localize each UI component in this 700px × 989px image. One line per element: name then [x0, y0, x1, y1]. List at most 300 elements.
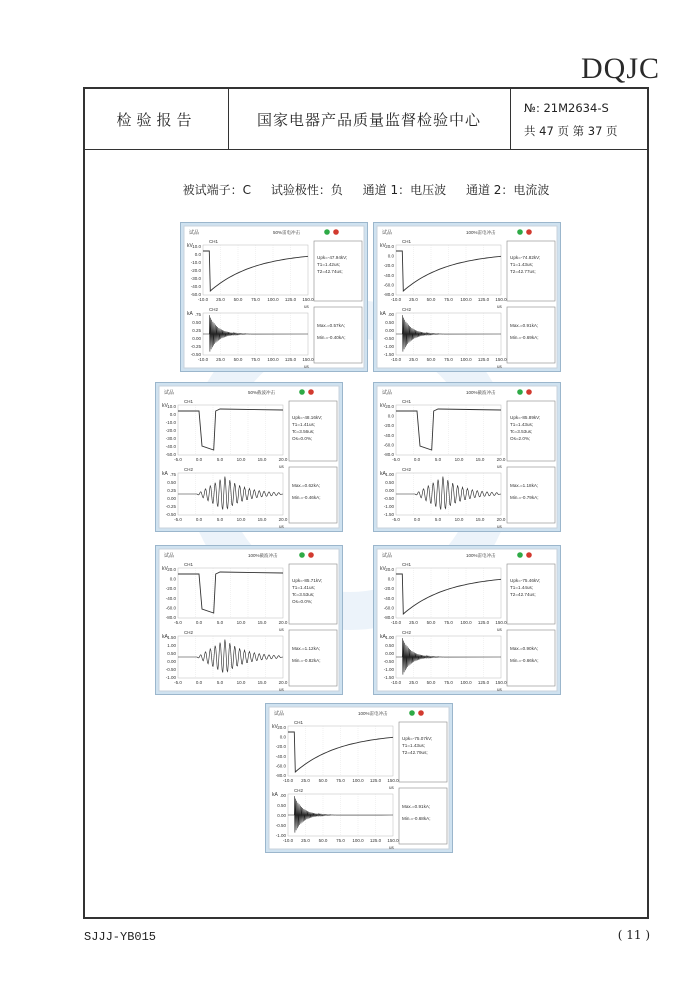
- oscillogram-panel: [373, 545, 561, 695]
- ch2-x-tick-label: 100.0: [460, 357, 472, 362]
- ch2-x-tick-label: 75.0: [336, 838, 345, 843]
- ch1-unit: kV: [162, 403, 168, 409]
- panel-mode: 50%雷电冲击: [273, 230, 301, 235]
- ch1-x-tick-label: 125.0: [284, 297, 297, 302]
- ch2-measurement: Max.=1.12kA;: [292, 646, 321, 651]
- ch1-tick-label: -20.0: [165, 586, 176, 592]
- ch1-measurement: Os=0.0%;: [292, 436, 313, 441]
- ch2-x-tick-label: 25.0: [216, 357, 225, 362]
- ch2-x-tick-label: 150.0: [495, 680, 507, 685]
- ch1-measurement: T1=1.43us;: [510, 262, 534, 267]
- ch1-tick-label: 0.0: [169, 412, 176, 417]
- ch1-tick-label: 20.0: [385, 244, 394, 249]
- ch2-tick-label: -1.00: [383, 504, 394, 509]
- ch2-x-tick-label: 75.0: [444, 680, 453, 685]
- ch1-label: CH1: [209, 239, 219, 244]
- ch2-label: CH2: [402, 467, 412, 472]
- report-header: [85, 89, 647, 150]
- ch2-label: CH2: [184, 467, 194, 472]
- ch1-x-tick-label: 10.0: [236, 620, 246, 625]
- ch2-tick-label: .00: [387, 312, 394, 317]
- ch2-unit: kA: [380, 634, 386, 640]
- ch1-tick-label: -60.0: [165, 605, 176, 611]
- ch1-x-tick-label: 25.0: [216, 297, 225, 302]
- ch2-x-tick-label: 25.0: [301, 838, 310, 843]
- report-number: №: 21M2634-S: [524, 101, 609, 115]
- status-green-icon: [299, 389, 305, 395]
- ch2-tick-label: 0.50: [385, 320, 394, 325]
- ch1-x-unit: us: [279, 627, 284, 632]
- oscillogram-svg: [374, 223, 560, 371]
- ch2-x-tick-label: 20.0: [278, 680, 288, 685]
- ch1-x-tick-label: 10.0: [454, 457, 464, 462]
- oscillogram-svg: [156, 383, 342, 531]
- ch2-tick-label: 0.50: [385, 643, 394, 648]
- ch2-label: CH2: [209, 307, 219, 312]
- ch2-x-tick-label: -10.0: [282, 838, 294, 843]
- ch2-tick-label: 0.25: [167, 488, 176, 493]
- ch1-x-tick-label: 50.0: [318, 778, 328, 783]
- ch2-tick-label: 0.50: [385, 480, 394, 485]
- panel-mode: 100%雷电冲击: [358, 711, 388, 716]
- status-red-icon: [308, 552, 314, 558]
- panel-title: 试品: [164, 553, 175, 559]
- ch2-x-tick-label: 15.0: [257, 680, 267, 685]
- report-meta: [510, 89, 647, 149]
- ch1-tick-label: -60.0: [383, 442, 394, 448]
- ch1-tick-label: -80.0: [383, 292, 394, 297]
- ch2-tick-label: -0.50: [383, 659, 394, 664]
- status-red-icon: [333, 229, 339, 235]
- ch2-x-tick-label: 150.0: [495, 357, 507, 362]
- ch1-x-tick-label: 15.0: [475, 457, 485, 462]
- ch2-tick-label: 0.00: [167, 496, 176, 501]
- ch2-x-tick-label: 15.0: [257, 517, 267, 522]
- oscillogram-svg: [374, 383, 560, 531]
- ch1-tick-label: -20.0: [383, 423, 394, 429]
- ch2-tick-label: 1.00: [385, 635, 394, 640]
- ch2-tick-label: 1.00: [167, 643, 176, 648]
- ch1-x-tick-label: 5.0: [434, 457, 442, 462]
- ch1-label: CH1: [402, 239, 412, 244]
- ch1-x-tick-label: 20.0: [496, 457, 506, 462]
- ch1-measurement: Upk=-75.46kV;: [510, 578, 541, 583]
- ch2-measurement: Max.=1.18kA;: [510, 483, 539, 488]
- ch1-x-tick-label: 25.0: [301, 778, 310, 783]
- ch2-tick-label: 1.50: [167, 635, 176, 640]
- panel-mode: 100%雷电冲击: [466, 230, 496, 235]
- ch1-tick-label: 0.0: [169, 576, 176, 582]
- status-green-icon: [517, 389, 523, 395]
- ch2-tick-label: -0.50: [165, 512, 176, 517]
- ch2-tick-label: -0.50: [165, 667, 176, 672]
- ch2-x-tick-label: -10.0: [390, 357, 402, 362]
- ch2-tick-label: -0.25: [190, 344, 201, 349]
- ch2-x-tick-label: 100.0: [352, 838, 364, 843]
- ch1-tick-label: -20.0: [383, 263, 394, 269]
- ch2-x-tick-label: 0.0: [195, 680, 203, 685]
- ch1-label: CH1: [184, 399, 194, 404]
- ch1-x-tick-label: 25.0: [409, 297, 418, 302]
- ch1-tick-label: -60.0: [383, 605, 394, 611]
- ch2-x-tick-label: -10.0: [197, 357, 209, 362]
- ch2-label: CH2: [402, 630, 412, 635]
- ch1-tick-label: 20.0: [385, 567, 394, 572]
- ch2-tick-label: 0.00: [385, 488, 394, 493]
- ch1-unit: kV: [272, 724, 278, 730]
- dqjc-logo: DQJC: [580, 52, 660, 85]
- ch2-unit: kA: [187, 311, 193, 317]
- ch1-x-tick-label: 125.0: [369, 778, 382, 783]
- ch1-tick-label: -80.0: [275, 773, 286, 778]
- ch1-x-tick-label: 25.0: [409, 620, 418, 625]
- ch1-tick-label: -20.0: [383, 586, 394, 592]
- ch1-x-tick-label: 15.0: [257, 620, 267, 625]
- ch2-measurement: Max.=0.91kA;: [402, 804, 431, 809]
- ch1-x-tick-label: -5.0: [174, 620, 182, 625]
- status-red-icon: [526, 229, 532, 235]
- ch2-x-tick-label: 50.0: [233, 357, 243, 362]
- ch1-tick-label: -10.0: [165, 420, 176, 425]
- ch1-tick-label: 20.0: [277, 725, 286, 730]
- ch2-x-tick-label: 125.0: [369, 838, 382, 843]
- ch2-unit: kA: [380, 471, 386, 477]
- ch1-tick-label: 20.0: [385, 404, 394, 409]
- ch1-measurement: Upk=-74.82kV;: [510, 255, 541, 260]
- ch2-measurement: Min.=-0.66kA;: [510, 658, 539, 663]
- ch1-x-unit: us: [497, 304, 502, 309]
- ch1-x-tick-label: 75.0: [444, 297, 453, 302]
- ch1-tick-label: -40.0: [165, 595, 176, 601]
- ch2-x-tick-label: 125.0: [477, 680, 490, 685]
- ch2-tick-label: 0.00: [277, 813, 286, 818]
- ch1-measurement: Upk=-75.07kV;: [402, 736, 433, 741]
- ch1-tick-label: 10.0: [192, 244, 201, 249]
- ch1-measurement: Tc=3.53us;: [292, 592, 315, 597]
- oscillogram-panel: [155, 545, 343, 695]
- ch1-x-tick-label: 100.0: [460, 297, 472, 302]
- ch2-measurement: Max.=0.62kA;: [292, 483, 321, 488]
- test-center-name: 国家电器产品质量监督检验中心: [228, 89, 511, 149]
- ch1-x-tick-label: 50.0: [426, 620, 436, 625]
- ch1-tick-label: -30.0: [165, 436, 176, 441]
- ch2-measurement: Min.=-0.82kA;: [292, 658, 321, 663]
- ch1-x-unit: us: [497, 627, 502, 632]
- ch2-measurement: Max.=0.57kA;: [317, 323, 346, 328]
- ch1-measurement: Os=0.0%;: [292, 599, 313, 604]
- ch2-x-tick-label: 0.0: [195, 517, 203, 522]
- ch2-x-tick-label: -5.0: [392, 517, 400, 522]
- ch2-x-unit: us: [389, 845, 394, 850]
- ch1-x-unit: us: [304, 304, 309, 309]
- ch2-label: CH2: [294, 788, 304, 793]
- ch1-x-tick-label: -10.0: [197, 297, 209, 302]
- oscillogram-panel: [373, 382, 561, 532]
- ch1-tick-label: -80.0: [165, 615, 176, 620]
- ch1-tick-label: -50.0: [190, 292, 201, 297]
- ch1-tick-label: -40.0: [190, 284, 201, 289]
- ch2-measurement: Min.=-0.79kA;: [510, 495, 539, 500]
- ch1-x-tick-label: 15.0: [257, 457, 267, 462]
- panel-title: 试品: [164, 390, 175, 396]
- ch1-x-unit: us: [279, 464, 284, 469]
- ch1-tick-label: -60.0: [275, 763, 286, 769]
- ch2-tick-label: 0.50: [167, 480, 176, 485]
- report-type: 检验报告: [85, 89, 229, 149]
- status-red-icon: [308, 389, 314, 395]
- ch2-x-tick-label: 150.0: [387, 838, 399, 843]
- ch2-x-tick-label: 10.0: [236, 517, 246, 522]
- ch2-x-tick-label: 20.0: [278, 517, 288, 522]
- ch2-tick-label: -1.00: [165, 675, 176, 680]
- ch2-tick-label: -1.00: [383, 344, 394, 349]
- ch1-tick-label: -40.0: [165, 444, 176, 449]
- ch1-x-tick-label: 100.0: [352, 778, 364, 783]
- ch2-x-tick-label: 0.0: [413, 517, 421, 522]
- ch1-x-unit: us: [389, 785, 394, 790]
- ch2-x-tick-label: 5.0: [216, 517, 224, 522]
- ch1-measurement: T1=1.41us;: [292, 585, 316, 590]
- panel-title: 试品: [382, 553, 393, 559]
- ch2-x-tick-label: 150.0: [302, 357, 314, 362]
- ch2-tick-label: 0.00: [385, 651, 394, 656]
- ch1-x-tick-label: -10.0: [390, 297, 402, 302]
- ch1-measurement: Os=2.0%;: [510, 436, 531, 441]
- ch1-x-tick-label: -5.0: [174, 457, 182, 462]
- ch2-x-unit: us: [279, 524, 284, 529]
- ch2-tick-label: 0.00: [167, 659, 176, 664]
- ch1-x-tick-label: 75.0: [251, 297, 260, 302]
- ch2-x-tick-label: 75.0: [444, 357, 453, 362]
- oscillogram-panel: [180, 222, 368, 372]
- ch2-tick-label: -1.50: [383, 512, 394, 517]
- ch1-tick-label: -40.0: [383, 595, 394, 601]
- form-code: SJJJ-YB015: [84, 930, 157, 944]
- ch2-tick-label: 0.25: [192, 328, 201, 333]
- ch1-label: CH1: [294, 720, 304, 725]
- ch1-tick-label: -80.0: [383, 452, 394, 457]
- ch1-x-tick-label: 100.0: [460, 620, 472, 625]
- ch2-x-tick-label: 50.0: [426, 357, 436, 362]
- ch2-x-tick-label: 5.0: [434, 517, 442, 522]
- ch1-x-tick-label: 20.0: [278, 457, 288, 462]
- ch1-unit: kV: [380, 243, 386, 249]
- panel-mode: 100%雷电冲击: [466, 553, 496, 558]
- channel-1: 通道 1：电压波: [362, 183, 447, 197]
- ch1-x-tick-label: -10.0: [282, 778, 294, 783]
- status-red-icon: [526, 389, 532, 395]
- ch1-x-tick-label: 0.0: [195, 620, 203, 625]
- panel-mode: 50%截波冲击: [248, 390, 276, 395]
- ch2-tick-label: -0.25: [165, 504, 176, 509]
- ch2-x-tick-label: 100.0: [267, 357, 279, 362]
- tested-terminal: 被试端子：C: [182, 183, 251, 197]
- ch2-measurement: Min.=-0.46kA;: [292, 495, 321, 500]
- ch1-label: CH1: [184, 562, 194, 567]
- ch1-unit: kV: [162, 566, 168, 572]
- ch1-tick-label: 10.0: [167, 404, 176, 409]
- ch1-unit: kV: [380, 403, 386, 409]
- ch1-label: CH1: [402, 399, 412, 404]
- ch2-x-tick-label: 125.0: [284, 357, 297, 362]
- ch1-measurement: T1=1.43us;: [402, 743, 426, 748]
- oscillogram-panel: [155, 382, 343, 532]
- ch2-x-tick-label: 10.0: [454, 517, 464, 522]
- oscillogram-svg: [181, 223, 367, 371]
- ch2-x-unit: us: [304, 364, 309, 369]
- ch2-tick-label: .75: [194, 312, 201, 317]
- test-conditions: [85, 181, 647, 198]
- ch2-x-unit: us: [497, 364, 502, 369]
- ch2-measurement: Max.=0.91kA;: [510, 323, 539, 328]
- ch1-tick-label: 0.0: [194, 252, 201, 257]
- ch2-measurement: Min.=-0.68kA;: [402, 816, 431, 821]
- oscillogram-panel: [265, 703, 453, 853]
- ch2-tick-label: -1.50: [383, 352, 394, 357]
- ch2-measurement: Max.=0.90kA;: [510, 646, 539, 651]
- ch1-measurement: T2=42.74us;: [510, 592, 536, 597]
- ch1-measurement: Upk=-48.16kV;: [292, 415, 323, 420]
- panel-title: 试品: [274, 711, 285, 717]
- status-green-icon: [324, 229, 330, 235]
- test-polarity: 试验极性：负: [270, 183, 343, 197]
- ch2-x-unit: us: [497, 524, 502, 529]
- ch1-x-tick-label: 75.0: [444, 620, 453, 625]
- ch1-tick-label: -20.0: [165, 428, 176, 433]
- ch2-tick-label: .75: [169, 472, 176, 477]
- ch1-x-tick-label: 150.0: [387, 778, 399, 783]
- ch2-tick-label: 0.00: [192, 336, 201, 341]
- ch1-measurement: T2=42.74us;: [317, 269, 343, 274]
- ch2-x-unit: us: [279, 687, 284, 692]
- ch1-measurement: T1=1.44us;: [510, 585, 534, 590]
- ch1-x-tick-label: 125.0: [477, 297, 490, 302]
- ch1-tick-label: 20.0: [167, 567, 176, 572]
- ch2-x-tick-label: 25.0: [409, 357, 418, 362]
- ch2-unit: kA: [272, 792, 278, 798]
- panel-title: 试品: [382, 230, 393, 236]
- ch1-measurement: T1=1.42us;: [317, 262, 341, 267]
- ch1-tick-label: -20.0: [190, 268, 201, 273]
- ch1-x-tick-label: -5.0: [392, 457, 400, 462]
- ch2-tick-label: -1.00: [275, 833, 286, 838]
- ch1-measurement: Tc=3.56us;: [292, 429, 315, 434]
- ch2-x-tick-label: -5.0: [174, 680, 182, 685]
- ch1-tick-label: -20.0: [275, 744, 286, 750]
- ch2-label: CH2: [184, 630, 194, 635]
- ch1-x-tick-label: 100.0: [267, 297, 279, 302]
- ch1-x-tick-label: 5.0: [216, 620, 224, 625]
- oscillogram-svg: [266, 704, 452, 852]
- ch2-x-tick-label: 100.0: [460, 680, 472, 685]
- ch1-x-tick-label: 0.0: [413, 457, 421, 462]
- ch1-x-tick-label: 150.0: [302, 297, 314, 302]
- ch2-x-tick-label: 20.0: [496, 517, 506, 522]
- ch1-unit: kV: [380, 566, 386, 572]
- ch1-label: CH1: [402, 562, 412, 567]
- ch1-x-tick-label: 5.0: [216, 457, 224, 462]
- ch2-measurement: Min.=-0.40kA;: [317, 335, 346, 340]
- ch1-measurement: T1=1.41us;: [292, 422, 316, 427]
- oscillogram-svg: [156, 546, 342, 694]
- ch2-x-tick-label: 50.0: [426, 680, 436, 685]
- status-green-icon: [409, 710, 415, 716]
- ch1-tick-label: -30.0: [190, 276, 201, 281]
- ch1-tick-label: 0.0: [387, 253, 394, 259]
- ch2-tick-label: 0.00: [385, 328, 394, 333]
- ch2-x-tick-label: 15.0: [475, 517, 485, 522]
- ch1-measurement: Upk=-85.89kV;: [510, 415, 541, 420]
- ch2-unit: kA: [380, 311, 386, 317]
- ch1-x-tick-label: 50.0: [426, 297, 436, 302]
- ch2-x-tick-label: 50.0: [318, 838, 328, 843]
- ch1-tick-label: -10.0: [190, 260, 201, 265]
- ch1-tick-label: 0.0: [387, 576, 394, 582]
- ch1-x-tick-label: 0.0: [195, 457, 203, 462]
- ch1-tick-label: -40.0: [383, 272, 394, 278]
- ch2-tick-label: -1.50: [383, 675, 394, 680]
- ch1-measurement: Upk=-47.94kV;: [317, 255, 348, 260]
- page-number: ( 11 ): [617, 928, 650, 942]
- ch1-tick-label: 0.0: [387, 413, 394, 419]
- ch1-x-tick-label: 125.0: [477, 620, 490, 625]
- status-red-icon: [526, 552, 532, 558]
- ch2-tick-label: -0.50: [275, 823, 286, 828]
- ch2-x-tick-label: 10.0: [236, 680, 246, 685]
- ch1-x-unit: us: [497, 464, 502, 469]
- ch1-tick-label: -40.0: [275, 753, 286, 759]
- status-green-icon: [517, 229, 523, 235]
- status-red-icon: [418, 710, 424, 716]
- ch2-tick-label: 1.00: [385, 472, 394, 477]
- oscillogram-panel: [373, 222, 561, 372]
- panel-mode: 100%截波冲击: [466, 390, 496, 395]
- ch1-tick-label: -40.0: [383, 432, 394, 438]
- ch1-tick-label: -60.0: [383, 282, 394, 288]
- ch1-unit: kV: [187, 243, 193, 249]
- ch2-unit: kA: [162, 634, 168, 640]
- ch2-x-tick-label: 5.0: [216, 680, 224, 685]
- ch1-x-tick-label: -10.0: [390, 620, 402, 625]
- ch1-tick-label: -50.0: [165, 452, 176, 457]
- ch2-tick-label: 0.50: [277, 803, 286, 808]
- ch1-measurement: Upk=-85.71kV;: [292, 578, 323, 583]
- ch1-tick-label: -80.0: [383, 615, 394, 620]
- channel-2: 通道 2：电流波: [465, 183, 550, 197]
- ch1-x-tick-label: 10.0: [236, 457, 246, 462]
- oscillogram-svg: [374, 546, 560, 694]
- ch2-tick-label: .00: [279, 793, 286, 798]
- ch1-measurement: T2=42.79us;: [402, 750, 428, 755]
- panel-title: 试品: [382, 390, 393, 396]
- ch1-measurement: T1=1.43us;: [510, 422, 534, 427]
- page-count: 共 47 页 第 37 页: [524, 124, 618, 138]
- ch2-x-tick-label: -5.0: [174, 517, 182, 522]
- ch2-x-tick-label: 75.0: [251, 357, 260, 362]
- ch1-x-tick-label: 50.0: [233, 297, 243, 302]
- ch2-x-tick-label: 25.0: [409, 680, 418, 685]
- ch2-measurement: Min.=-0.69kA;: [510, 335, 539, 340]
- panel-mode: 100%截波冲击: [248, 553, 278, 558]
- panel-title: 试品: [189, 230, 200, 236]
- status-green-icon: [299, 552, 305, 558]
- ch2-x-tick-label: -10.0: [390, 680, 402, 685]
- ch1-x-tick-label: 150.0: [495, 620, 507, 625]
- ch1-x-tick-label: 20.0: [278, 620, 288, 625]
- ch2-x-tick-label: 125.0: [477, 357, 490, 362]
- ch1-measurement: T2=42.77us;: [510, 269, 536, 274]
- ch1-measurement: Tc=3.53us;: [510, 429, 533, 434]
